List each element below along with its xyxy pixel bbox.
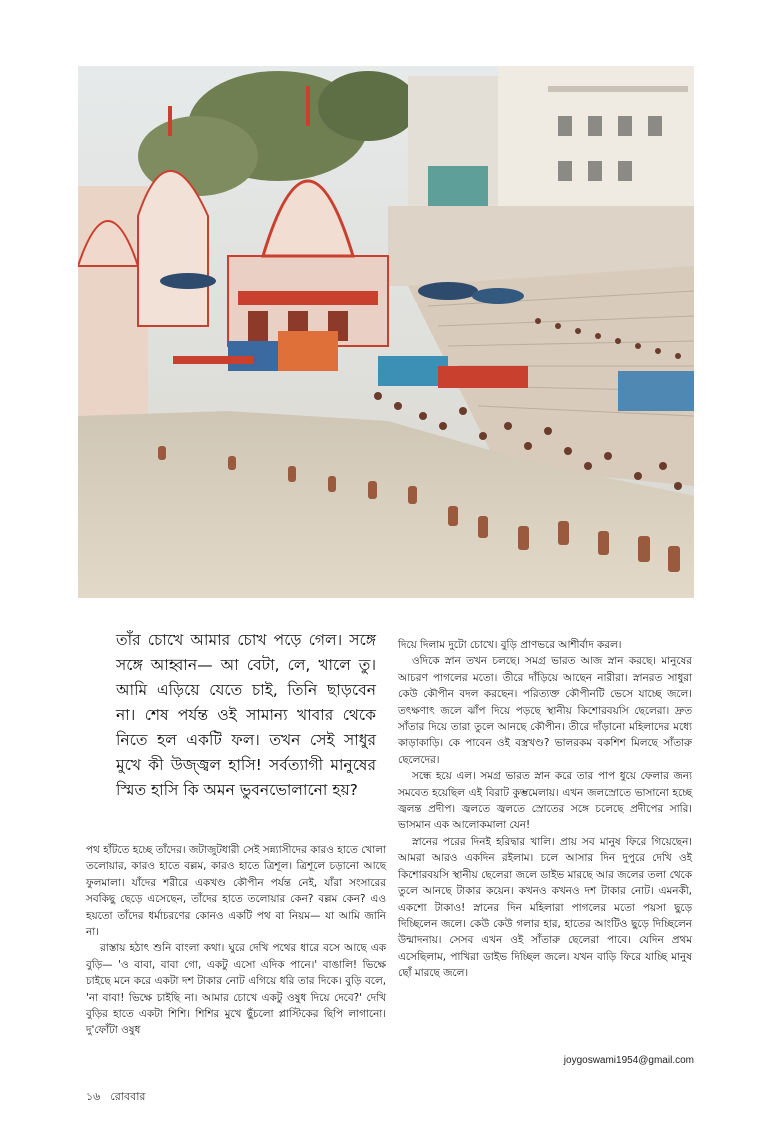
paragraph: স্নানের পরের দিনই হরিদ্বার খালি। প্রায় সব মানুষ ফিরে গিয়েছেন। আমরা আরও একদিন রইলাম। চলে আসার দিন দুপুরে দেখি ওই কিশোরবয়সি স্থানীয় ছেলেরা জলে ডাইভ মারছে আর জলের তলা থেকে তুলে আনছে টাকার কয়েন। কখনও কখনও দশ টাকার নোট। এমনকী, একশো টাকাও! স্নানের দিন মহিলারা পাগলের মতো পয়সা ছুড়ে দিচ্ছিলেন জলে। কেউ কেউ গলার হার, হাতের আংটিও ছুড়ে দিচ্ছিলেন উন্মাদনায়। সেসব এখন ওই সাঁতারু ছেলেরা পাবে। যেদিন প্রথম এসেছিলাম, পাখিরা ডাইভ দিচ্ছিল জলে। যখন বাড়ি ফিরে যাচ্ছি মানুষ ছোঁ মারছে জলে। (398, 835, 692, 980)
article-column-right (398, 637, 692, 982)
paragraph: সন্ধে হয়ে এল। সমগ্র ভারত স্নান করে তার পাপ ধুয়ে ফেলার জন্য সমবেত হয়েছিল এই বিরাট কুম্ভমেলায়। এখন জলস্রোতে ভাসানো হচ্ছে জ্বলন্ত প্রদীপ। জ্বলতে জ্বলতে স্রোতের সঙ্গে চলেছে প্রদীপের সারি। ভাসমান এক আলোকমালা যেন! (398, 770, 692, 832)
article-column-left (86, 842, 386, 1039)
paragraph: দিয়ে দিলাম দুটো চোখে। বুড়ি প্রাণভরে আশীর্বাদ করল। (398, 639, 622, 651)
magazine-name: রোববার (110, 1090, 146, 1103)
paragraph: রাস্তায় হঠাৎ শুনি বাংলা কথা। ঘুরে দেখি পথের ধারে বসে আছে এক বুড়ি— 'ও বাবা, বাবা গো, একটু এসো এদিক পানে।' বাঙালি! ভিক্ষে চাইছে মনে করে একটা দশ টাকার নোট এগিয়ে ধরি তার দিকে। বুড়ি বলে, 'না বাবা! ভিক্ষে চাইছি না। আমার চোখে একটু ওষুধ দিয়ে দেবে?' দেখি বুড়ির হাতে একটা শিশি। শিশির মুখে ছুঁচলো প্লাস্টিকের ছিপি লাগানো। দু'ফোঁটা ওষুধ (86, 942, 386, 1037)
page-number: ১৬ (86, 1090, 101, 1103)
ghat-bathing-illustration (78, 66, 694, 598)
pull-quote: তাঁর চোখে আমার চোখ পড়ে গেল। সঙ্গে সঙ্গে আহ্বান— আ বেটা, লে, খালে তু। আমি এড়িয়ে যেতে চাই, তিনি ছাড়বেন না। শেষ পর্যন্ত ওই সামান্য খাবার থেকে নিতে হল একটি ফল। তখন সেই সাধুর মুখে কী উজ্জ্বল হাসি! সর্বত্যাগী মানুষের স্মিত হাসি কি অমন ভুবনভোলানো হয়? (116, 631, 376, 799)
author-email[interactable]: joygoswami1954@gmail.com (563, 1055, 694, 1066)
paragraph: ওদিকে স্নান তখন চলছে। সমগ্র ভারত আজ স্নান করছে। মানুষের আচরণ পাগলের মতো। তীরে দাঁড়িয়ে আছেন নারীরা। স্নানরত সাধুরা কেউ কৌপীন বদল করছেন। পরিত্যক্ত কৌপীনটি ভেসে যাচ্ছে জলে। তৎক্ষণাৎ জলে ঝাঁপ দিয়ে পড়ছে স্থানীয় কিশোরবয়সি ছেলেরা। দ্রুত সাঁতার দিয়ে তারা তুলে আনছে কৌপীন। তীরে দাঁড়ানো মহিলাদের মধ্যে কাড়াকাড়ি। কে পাবেন ওই বস্ত্রখণ্ড? ভালরকম বকশিশ মিলছে সাঁতারু ছেলেদের। (398, 655, 692, 766)
page-folio (86, 1088, 146, 1107)
article-photo (78, 66, 694, 598)
paragraph: পথ হাঁটতে হচ্ছে তাঁদের। জটাজুটধারী সেই সন্ন্যাসীদের কারও হাতে খোলা তলোয়ার, কারও হাতে বল্লম, কারও হাতে ত্রিশূল। ত্রিশূলে চড়ানো আছে ফুলমালা। যাঁদের শরীরে একখণ্ড কৌপীন পর্যন্ত নেই, যাঁরা সংসারের সবকিছু ছেড়ে এসেছেন, তাঁদের হাতে তলোয়ার কেন? বল্লম কেন? এও হয়তো তাঁদের ধর্মাচরণের কোনও একটি পথ বা নিয়ম— যা আমি জানি না। (86, 844, 386, 939)
